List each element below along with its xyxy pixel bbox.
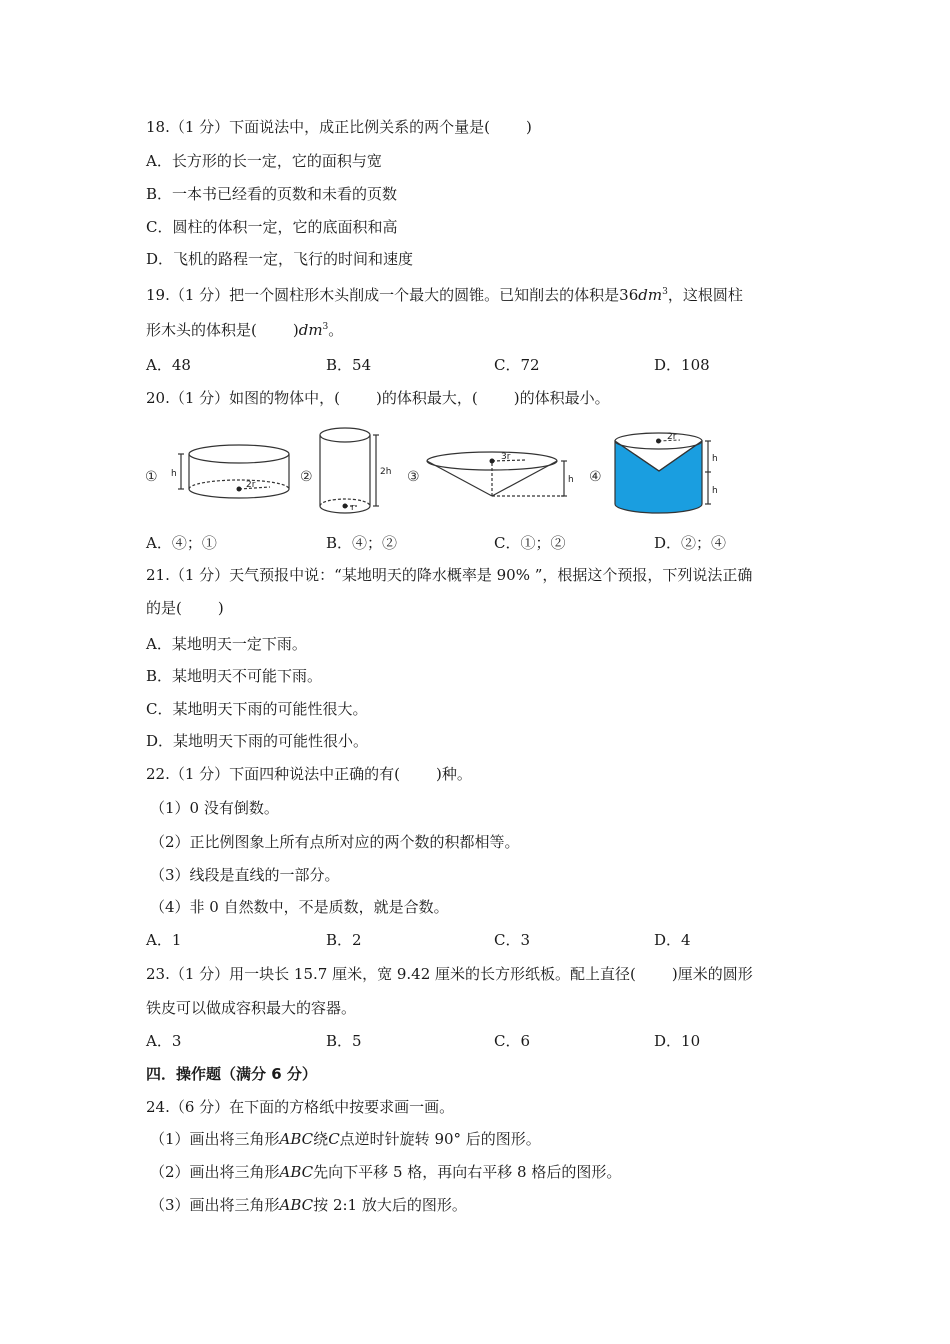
q23-stem-line2: 铁皮可以做成容积最大的容器。: [146, 999, 357, 1017]
q21-stem-line1: 21.（1 分）天气预报中说：“某地明天的降水概率是 90% ”，根据这个预报，下列说法正确: [146, 566, 753, 584]
q18-option-b: B．一本书已经看的页数和未看的页数: [146, 185, 398, 203]
solid-3-center-dot: [490, 459, 495, 464]
q20-stem: 20.（1 分）如图的物体中，( )的体积最大，( )的体积最小。: [146, 389, 610, 407]
q20-solids-diagram: [140, 424, 730, 524]
q20-figure: [140, 424, 730, 524]
solid-2-radius-label: r: [351, 503, 355, 513]
q19-option-d: D．108: [654, 356, 710, 374]
q18-stem: 18.（1 分）下面说法中，成正比例关系的两个量是( ): [146, 118, 532, 136]
q20-option-b: B．④；②: [326, 534, 398, 552]
solid-2-center-dot: [343, 504, 348, 509]
q18-option-d: D．飞机的路程一定，飞行的时间和速度: [146, 250, 414, 268]
q19-stem-line2: 形木头的体积是( )$dm^3$。: [146, 321, 344, 339]
q22-stem: 22.（1 分）下面四种说法中正确的有( )种。: [146, 765, 472, 783]
q19-option-b: B．54: [326, 356, 372, 374]
q19-option-c: C．72: [494, 356, 540, 374]
solid-3-height-label: h: [568, 475, 574, 485]
q19-options: [146, 355, 846, 375]
solid-4-height-label-top: h: [712, 454, 718, 464]
solid-4-center-dot: [656, 439, 661, 444]
solid-3-cone: [427, 452, 567, 496]
solid-1-radius-label: 2r: [246, 480, 256, 490]
figure-label-4: ④: [589, 469, 602, 485]
q20-option-d: D．②；④: [654, 534, 727, 552]
solid-3-radius-label: 3r: [501, 452, 511, 462]
q22-statement-3: （3）线段是直线的一部分。: [150, 866, 340, 884]
q22-option-c: C．3: [494, 931, 531, 949]
q24-stem: 24.（6 分）在下面的方格纸中按要求画一画。: [146, 1098, 455, 1116]
figure-label-2: ②: [300, 469, 313, 485]
solid-4-radius-label: 2r: [667, 432, 677, 442]
q23-option-a: A．3: [146, 1032, 182, 1050]
section-4-title: 四．操作题（满分 6 分）: [146, 1065, 317, 1083]
solid-2-cylinder: [320, 428, 379, 513]
q24-item-3: （3）画出将三角形ABC按 2:1 放大后的图形。: [150, 1196, 467, 1214]
q21-stem-line2: 的是( ): [146, 599, 224, 617]
solid-4-height-label-bottom: h: [712, 486, 718, 496]
q20-option-c: C．①；②: [494, 534, 566, 552]
q21-option-c: C．某地明天下雨的可能性很大。: [146, 700, 368, 718]
q19-option-a: A．48: [146, 356, 191, 374]
solid-1-center-dot: [237, 487, 242, 492]
solid-4-cylinder-minus-cone: [615, 433, 711, 513]
q23-option-d: D．10: [654, 1032, 701, 1050]
q18-option-c: C．圆柱的体积一定，它的底面积和高: [146, 218, 398, 236]
q23-options: [146, 1031, 846, 1051]
q22-option-a: A．1: [146, 931, 182, 949]
q24-item-2: （2）画出将三角形ABC先向下平移 5 格，再向右平移 8 格后的图形。: [150, 1163, 622, 1181]
q21-option-d: D．某地明天下雨的可能性很小。: [146, 732, 369, 750]
solid-1-cylinder: [178, 445, 289, 498]
figure-label-3: ③: [407, 469, 420, 485]
q22-options: [146, 930, 846, 950]
solid-2-height-label: 2h: [380, 467, 392, 477]
q22-statement-4: （4）非 0 自然数中，不是质数，就是合数。: [150, 898, 449, 916]
q19-stem-line1: 19.（1 分）把一个圆柱形木头削成一个最大的圆锥。已知削去的体积是$36dm^3$，这根圆柱: [146, 286, 743, 304]
figure-label-1: ①: [145, 469, 158, 485]
q22-statement-2: （2）正比例图象上所有点所对应的两个数的积都相等。: [150, 833, 520, 851]
q20-options: [146, 533, 846, 553]
q23-stem-line1: 23.（1 分）用一块长 15.7 厘米，宽 9.42 厘米的长方形纸板。配上直径( )厘米的圆形: [146, 965, 753, 983]
q18-option-a: A．长方形的长一定，它的面积与宽: [146, 152, 382, 170]
q23-option-b: B．5: [326, 1032, 362, 1050]
q20-option-a: A．④；①: [146, 534, 217, 552]
solid-1-height-label: h: [171, 469, 177, 479]
q24-item-1: （1）画出将三角形ABC绕C点逆时针旋转 90° 后的图形。: [150, 1130, 541, 1148]
q23-option-c: C．6: [494, 1032, 531, 1050]
q21-option-a: A．某地明天一定下雨。: [146, 635, 307, 653]
q22-option-b: B．2: [326, 931, 362, 949]
q21-option-b: B．某地明天不可能下雨。: [146, 667, 323, 685]
q22-statement-1: （1）0 没有倒数。: [150, 799, 279, 817]
q22-option-d: D．4: [654, 931, 691, 949]
